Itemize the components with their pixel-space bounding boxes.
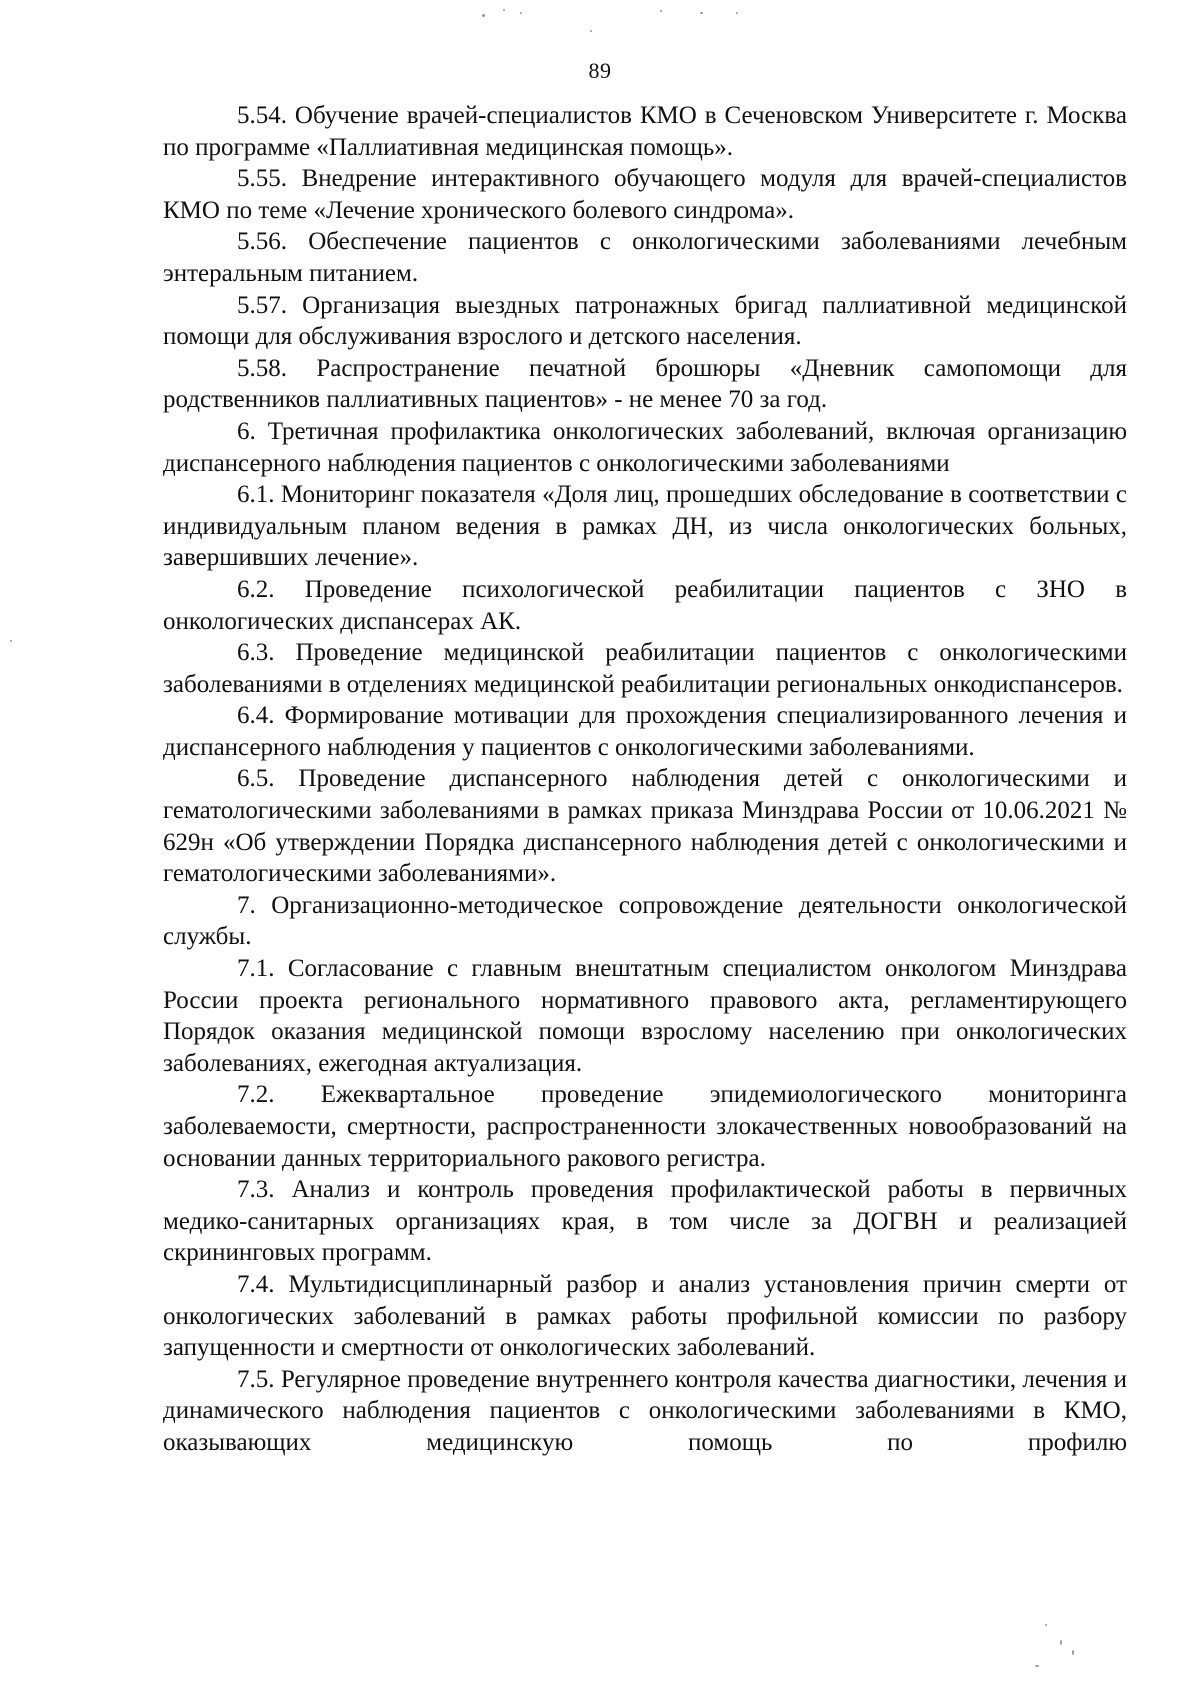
paragraph-6-2: 6.2. Проведение психологической реабилитации пациентов с ЗНО в онкологических диспансерах АК. <box>163 575 1127 635</box>
paragraph-5-54: 5.54. Обучение врачей-специалистов КМО в Сеченовском Университете г. Москва по программе «Паллиативная медицинская помощь». <box>163 102 1127 161</box>
scan-artifact <box>700 12 703 14</box>
paragraph-6-5: 6.5. Проведение диспансерного наблюдения детей с онкологическими и гематологическими заболеваниями в рамках приказа Минздрава России от 10.06.2021 № 629н «Об утверждении Порядка диспансерного наблюдения детей с онкологическими и гематологическими заболеваниями». <box>163 765 1127 888</box>
section-heading-6: 6. Третичная профилактика онкологических заболеваний, включая организацию диспансерного наблюдения пациентов с онкологическими заболеваниями <box>163 417 1127 477</box>
scan-artifact <box>736 12 738 14</box>
paragraph-7-5: 7.5. Регулярное проведение внутреннего контроля качества диагностики, лечения и динамического наблюдения пациентов с онкологическими заболеваниями в КМО, оказывающих медицинскую помощь по профилю <box>163 1365 1127 1456</box>
scan-artifact <box>1035 1665 1039 1667</box>
scan-artifact <box>660 10 662 12</box>
paragraph-5-55: 5.55. Внедрение интерактивного обучающего модуля для врачей-специалистов КМО по теме «Лечение хронического болевого синдрома». <box>163 165 1127 224</box>
paragraph-5-57: 5.57. Организация выездных патронажных бригад паллиативной медицинской помощи для обслуживания взрослого и детского населения. <box>163 291 1127 351</box>
scan-artifact <box>1060 1640 1062 1645</box>
scan-artifact <box>520 12 522 14</box>
scan-artifact <box>590 30 592 32</box>
paragraph-5-58: 5.58. Распространение печатной брошюры «Дневник самопомощи для родственников паллиативных пациентов» - не менее 70 за год. <box>163 354 1127 414</box>
scan-artifact <box>1045 1624 1047 1626</box>
scan-artifact <box>10 640 12 642</box>
paragraph-7-3: 7.3. Анализ и контроль проведения профилактической работы в первичных медико-санитарных организациях края, в том числе за ДОГВН и реализацией скрининговых программ. <box>163 1176 1127 1267</box>
scan-artifact <box>1072 1650 1074 1655</box>
page-number: 89 <box>588 58 612 83</box>
document-body <box>163 100 1127 1459</box>
scan-artifact <box>482 14 485 17</box>
paragraph-7-1: 7.1. Согласование с главным внештатным специалистом онкологом Минздрава России проекта регионального нормативного правового акта, регламентирующего Порядок оказания медицинской помощи взрослому населению при онкологических заболеваниях, ежегодная актуализация. <box>163 955 1127 1077</box>
paragraph-7-2: 7.2. Ежеквартальное проведение эпидемиологического мониторинга заболеваемости, смертности, распространенности злокачественных новообразований на основании данных территориального ракового регистра. <box>163 1081 1127 1172</box>
paragraph-6-4: 6.4. Формирование мотивации для прохождения специализированного лечения и диспансерного наблюдения у пациентов с онкологическими заболеваниями. <box>163 702 1127 761</box>
scan-artifact <box>503 9 505 11</box>
paragraph-7-4: 7.4. Мультидисциплинарный разбор и анализ установления причин смерти от онкологических заболеваний в рамках работы профильной комиссии по разбору запущенности и смертности от онкологических заболеваний. <box>163 1270 1127 1362</box>
paragraph-5-56: 5.56. Обеспечение пациентов с онкологическими заболеваниями лечебным энтеральным питанием. <box>163 228 1127 287</box>
paragraph-6-1: 6.1. Мониторинг показателя «Доля лиц, прошедших обследование в соответствии с индивидуальным планом ведения в рамках ДН, из числа онкологических больных, завершивших лечение». <box>163 481 1127 572</box>
section-heading-7: 7. Организационно-методическое сопровождение деятельности онкологической службы. <box>163 891 1127 951</box>
paragraph-6-3: 6.3. Проведение медицинской реабилитации пациентов с онкологическими заболеваниями в отделениях медицинской реабилитации региональных онкодиспансеров. <box>163 639 1127 698</box>
